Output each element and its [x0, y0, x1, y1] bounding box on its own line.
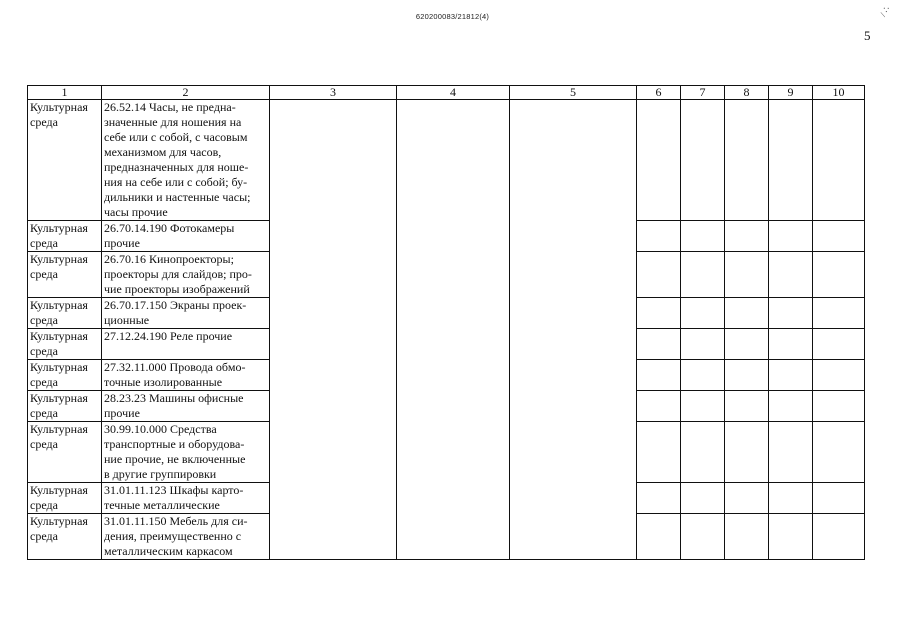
cell-empty-col-8 — [725, 100, 769, 221]
cell-description: 27.12.24.190 Реле прочие — [102, 329, 270, 360]
cell-empty-col-10 — [813, 252, 865, 298]
cell-environment: Культурная среда — [28, 422, 102, 483]
cell-empty-col-6 — [637, 329, 681, 360]
cell-empty-col-8 — [725, 514, 769, 560]
cell-empty-col-9 — [769, 391, 813, 422]
column-header: 5 — [510, 86, 637, 100]
cell-empty-col-6 — [637, 483, 681, 514]
page-number: 5 — [864, 28, 871, 43]
cell-empty-col-7 — [681, 422, 725, 483]
column-header: 8 — [725, 86, 769, 100]
column-header: 6 — [637, 86, 681, 100]
cell-empty-col-10 — [813, 514, 865, 560]
cell-description: 31.01.11.123 Шкафы карто- течные металлические — [102, 483, 270, 514]
cell-empty-col-7 — [681, 252, 725, 298]
cell-description: 26.70.17.150 Экраны проек- ционные — [102, 298, 270, 329]
column-header: 4 — [397, 86, 510, 100]
cell-environment: Культурная среда — [28, 252, 102, 298]
cell-empty-col-8 — [725, 221, 769, 252]
cell-empty-col-6 — [637, 221, 681, 252]
cell-empty-col-9 — [769, 100, 813, 221]
cell-empty-col-7 — [681, 514, 725, 560]
cell-empty-col-8 — [725, 252, 769, 298]
cell-empty-col-8 — [725, 391, 769, 422]
cell-description: 28.23.23 Машины офисные прочие — [102, 391, 270, 422]
document-id: 620200083/21812(4) — [415, 12, 490, 21]
cell-empty-col-9 — [769, 298, 813, 329]
cell-empty-col-6 — [637, 298, 681, 329]
cell-empty-col-7 — [681, 360, 725, 391]
cell-empty-col-7 — [681, 298, 725, 329]
cell-empty-col-9 — [769, 422, 813, 483]
cell-empty-col-6 — [637, 391, 681, 422]
cell-empty-col-10 — [813, 329, 865, 360]
header-row — [28, 86, 865, 100]
cell-empty-col-6 — [637, 514, 681, 560]
cell-description: 30.99.10.000 Средства транспортные и оборудова- ние прочие, не включенные в другие группировки — [102, 422, 270, 483]
cell-environment: Культурная среда — [28, 329, 102, 360]
cell-empty-col-9 — [769, 252, 813, 298]
cell-empty-col-8 — [725, 422, 769, 483]
cell-empty-col-6 — [637, 422, 681, 483]
cell-description: 31.01.11.150 Мебель для си- дения, преимущественно с металлическим каркасом — [102, 514, 270, 560]
cell-empty-col-5 — [510, 100, 637, 560]
column-header: 2 — [102, 86, 270, 100]
cell-empty-col-7 — [681, 100, 725, 221]
column-header: 7 — [681, 86, 725, 100]
table-body — [28, 100, 865, 560]
column-header: 3 — [270, 86, 397, 100]
table-row — [28, 100, 865, 221]
cell-empty-col-7 — [681, 391, 725, 422]
cell-empty-col-6 — [637, 252, 681, 298]
column-header: 9 — [769, 86, 813, 100]
cell-empty-col-6 — [637, 100, 681, 221]
cell-empty-col-7 — [681, 483, 725, 514]
cell-environment: Культурная среда — [28, 298, 102, 329]
cell-empty-col-8 — [725, 483, 769, 514]
cell-environment: Культурная среда — [28, 100, 102, 221]
cell-empty-col-9 — [769, 221, 813, 252]
cell-empty-col-10 — [813, 100, 865, 221]
cell-empty-col-9 — [769, 514, 813, 560]
cell-empty-col-10 — [813, 221, 865, 252]
cell-empty-col-4 — [397, 100, 510, 560]
cell-empty-col-7 — [681, 329, 725, 360]
cell-empty-col-8 — [725, 298, 769, 329]
cell-description: 27.32.11.000 Провода обмо- точные изолированные — [102, 360, 270, 391]
cell-environment: Культурная среда — [28, 483, 102, 514]
cell-environment: Культурная среда — [28, 360, 102, 391]
corner-mark: / ∴ — [877, 4, 892, 19]
cell-empty-col-8 — [725, 329, 769, 360]
cell-empty-col-8 — [725, 360, 769, 391]
cell-empty-col-9 — [769, 329, 813, 360]
cell-description: 26.52.14 Часы, не предна- значенные для ношения на себе или с собой, с часовым механизмом для часов, предназначенных для ноше- ния на себе или с собой; бу- дильники и настенные часы; часы прочие — [102, 100, 270, 221]
cell-empty-col-3 — [270, 100, 397, 560]
cell-empty-col-9 — [769, 483, 813, 514]
cell-empty-col-10 — [813, 391, 865, 422]
cell-empty-col-10 — [813, 360, 865, 391]
column-header: 10 — [813, 86, 865, 100]
cell-empty-col-7 — [681, 221, 725, 252]
cell-environment: Культурная среда — [28, 391, 102, 422]
cell-empty-col-6 — [637, 360, 681, 391]
cell-description: 26.70.14.190 Фотокамеры прочие — [102, 221, 270, 252]
cell-empty-col-10 — [813, 483, 865, 514]
classification-table — [27, 85, 865, 560]
column-header: 1 — [28, 86, 102, 100]
cell-description: 26.70.16 Кинопроекторы; проекторы для слайдов; про- чие проекторы изображений — [102, 252, 270, 298]
cell-environment: Культурная среда — [28, 514, 102, 560]
cell-environment: Культурная среда — [28, 221, 102, 252]
cell-empty-col-10 — [813, 422, 865, 483]
cell-empty-col-10 — [813, 298, 865, 329]
cell-empty-col-9 — [769, 360, 813, 391]
